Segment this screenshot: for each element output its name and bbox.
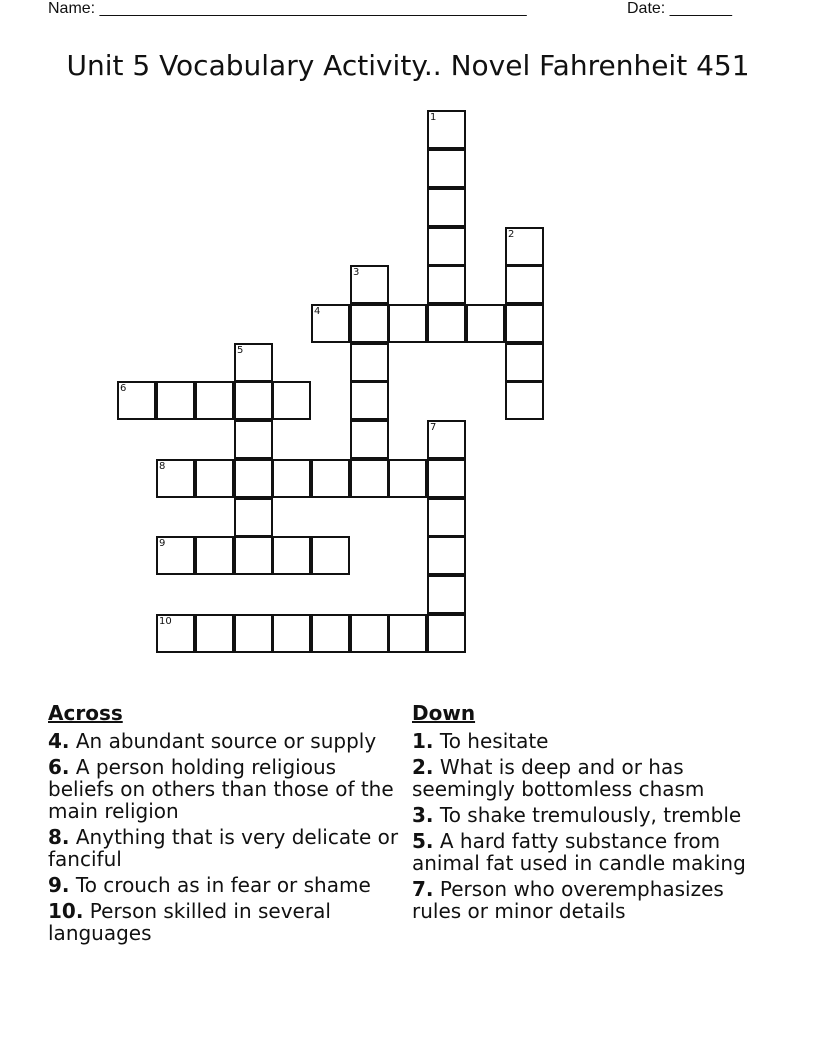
clue-item <box>48 756 404 822</box>
grid-cell[interactable] <box>234 498 273 537</box>
clue-text: What is deep and or has seemingly bottomless chasm <box>412 755 705 801</box>
clue-number: 2 <box>508 229 515 240</box>
grid-cell[interactable] <box>427 188 466 227</box>
clue-item <box>412 756 762 800</box>
grid-cell[interactable] <box>388 459 427 498</box>
clue-num: 6. <box>48 755 70 779</box>
grid-cell[interactable] <box>117 381 156 420</box>
clue-item <box>412 878 762 922</box>
clue-text: Anything that is very delicate or fanciful <box>48 825 399 871</box>
clue-text: A hard fatty substance from animal fat used in candle making <box>412 829 746 875</box>
grid-cell[interactable] <box>272 381 311 420</box>
grid-cell[interactable] <box>234 343 273 382</box>
clue-num: 9. <box>48 873 70 897</box>
clue-number: 10 <box>159 616 172 627</box>
clue-text: To shake tremulously, tremble <box>439 803 742 827</box>
clue-item <box>48 900 404 944</box>
grid-cell[interactable] <box>427 536 466 575</box>
grid-cell[interactable] <box>505 265 544 304</box>
clue-num: 1. <box>412 729 434 753</box>
grid-cell[interactable] <box>350 459 389 498</box>
grid-cell[interactable] <box>156 536 195 575</box>
clue-number: 6 <box>120 383 127 394</box>
clue-item <box>412 730 762 752</box>
grid-cell[interactable] <box>505 227 544 266</box>
grid-cell[interactable] <box>505 381 544 420</box>
date-field[interactable]: Date: _______ <box>627 0 732 17</box>
down-clues <box>412 702 762 926</box>
grid-cell[interactable] <box>156 459 195 498</box>
grid-cell[interactable] <box>350 420 389 459</box>
grid-cell[interactable] <box>234 420 273 459</box>
clue-num: 5. <box>412 829 434 853</box>
clue-number: 8 <box>159 461 166 472</box>
grid-cell[interactable] <box>427 149 466 188</box>
clue-text: Person skilled in several languages <box>48 899 331 945</box>
grid-cell[interactable] <box>350 265 389 304</box>
grid-cell[interactable] <box>311 614 350 653</box>
clue-item <box>48 730 404 752</box>
clue-number: 1 <box>430 112 437 123</box>
grid-cell[interactable] <box>234 459 273 498</box>
clue-number: 3 <box>353 267 360 278</box>
clue-text: An abundant source or supply <box>75 729 377 753</box>
grid-cell[interactable] <box>156 614 195 653</box>
grid-cell[interactable] <box>427 459 466 498</box>
clue-text: To hesitate <box>439 729 549 753</box>
grid-cell[interactable] <box>195 459 234 498</box>
clue-number: 4 <box>314 306 321 317</box>
grid-cell[interactable] <box>195 536 234 575</box>
grid-cell[interactable] <box>427 304 466 343</box>
grid-cell[interactable] <box>272 536 311 575</box>
clue-num: 7. <box>412 877 434 901</box>
clue-item <box>412 804 762 826</box>
clue-text: Person who overemphasizes rules or minor details <box>412 877 724 923</box>
grid-cell[interactable] <box>311 304 350 343</box>
clue-item <box>48 826 404 870</box>
grid-cell[interactable] <box>156 381 195 420</box>
grid-cell[interactable] <box>427 265 466 304</box>
clue-num: 4. <box>48 729 70 753</box>
grid-cell[interactable] <box>388 304 427 343</box>
grid-cell[interactable] <box>427 110 466 149</box>
clue-item <box>412 830 762 874</box>
clue-num: 3. <box>412 803 434 827</box>
clue-num: 2. <box>412 755 434 779</box>
grid-cell[interactable] <box>272 614 311 653</box>
clue-text: To crouch as in fear or shame <box>75 873 371 897</box>
grid-cell[interactable] <box>350 304 389 343</box>
grid-cell[interactable] <box>311 459 350 498</box>
grid-cell[interactable] <box>350 381 389 420</box>
grid-cell[interactable] <box>234 381 273 420</box>
grid-cell[interactable] <box>505 304 544 343</box>
grid-cell[interactable] <box>427 614 466 653</box>
grid-cell[interactable] <box>350 343 389 382</box>
clue-num: 8. <box>48 825 70 849</box>
clue-item <box>48 874 404 896</box>
name-field[interactable]: Name: ________________________________________________ <box>48 0 527 17</box>
grid-cell[interactable] <box>272 459 311 498</box>
grid-cell[interactable] <box>234 614 273 653</box>
across-heading: Across <box>48 701 123 725</box>
grid-cell[interactable] <box>427 420 466 459</box>
grid-cell[interactable] <box>427 498 466 537</box>
across-clues <box>48 702 404 948</box>
clue-number: 7 <box>430 422 437 433</box>
grid-cell[interactable] <box>388 614 427 653</box>
grid-cell[interactable] <box>427 227 466 266</box>
page-title: Unit 5 Vocabulary Activity.. Novel Fahrenheit 451 <box>66 49 750 82</box>
clue-number: 5 <box>237 345 244 356</box>
grid-cell[interactable] <box>350 614 389 653</box>
clue-text: A person holding religious beliefs on others than those of the main religion <box>48 755 394 823</box>
down-heading: Down <box>412 701 476 725</box>
grid-cell[interactable] <box>466 304 505 343</box>
clue-num: 10. <box>48 899 84 923</box>
grid-cell[interactable] <box>234 536 273 575</box>
grid-cell[interactable] <box>195 614 234 653</box>
grid-cell[interactable] <box>311 536 350 575</box>
grid-cell[interactable] <box>427 575 466 614</box>
grid-cell[interactable] <box>195 381 234 420</box>
clue-number: 9 <box>159 538 166 549</box>
grid-cell[interactable] <box>505 343 544 382</box>
